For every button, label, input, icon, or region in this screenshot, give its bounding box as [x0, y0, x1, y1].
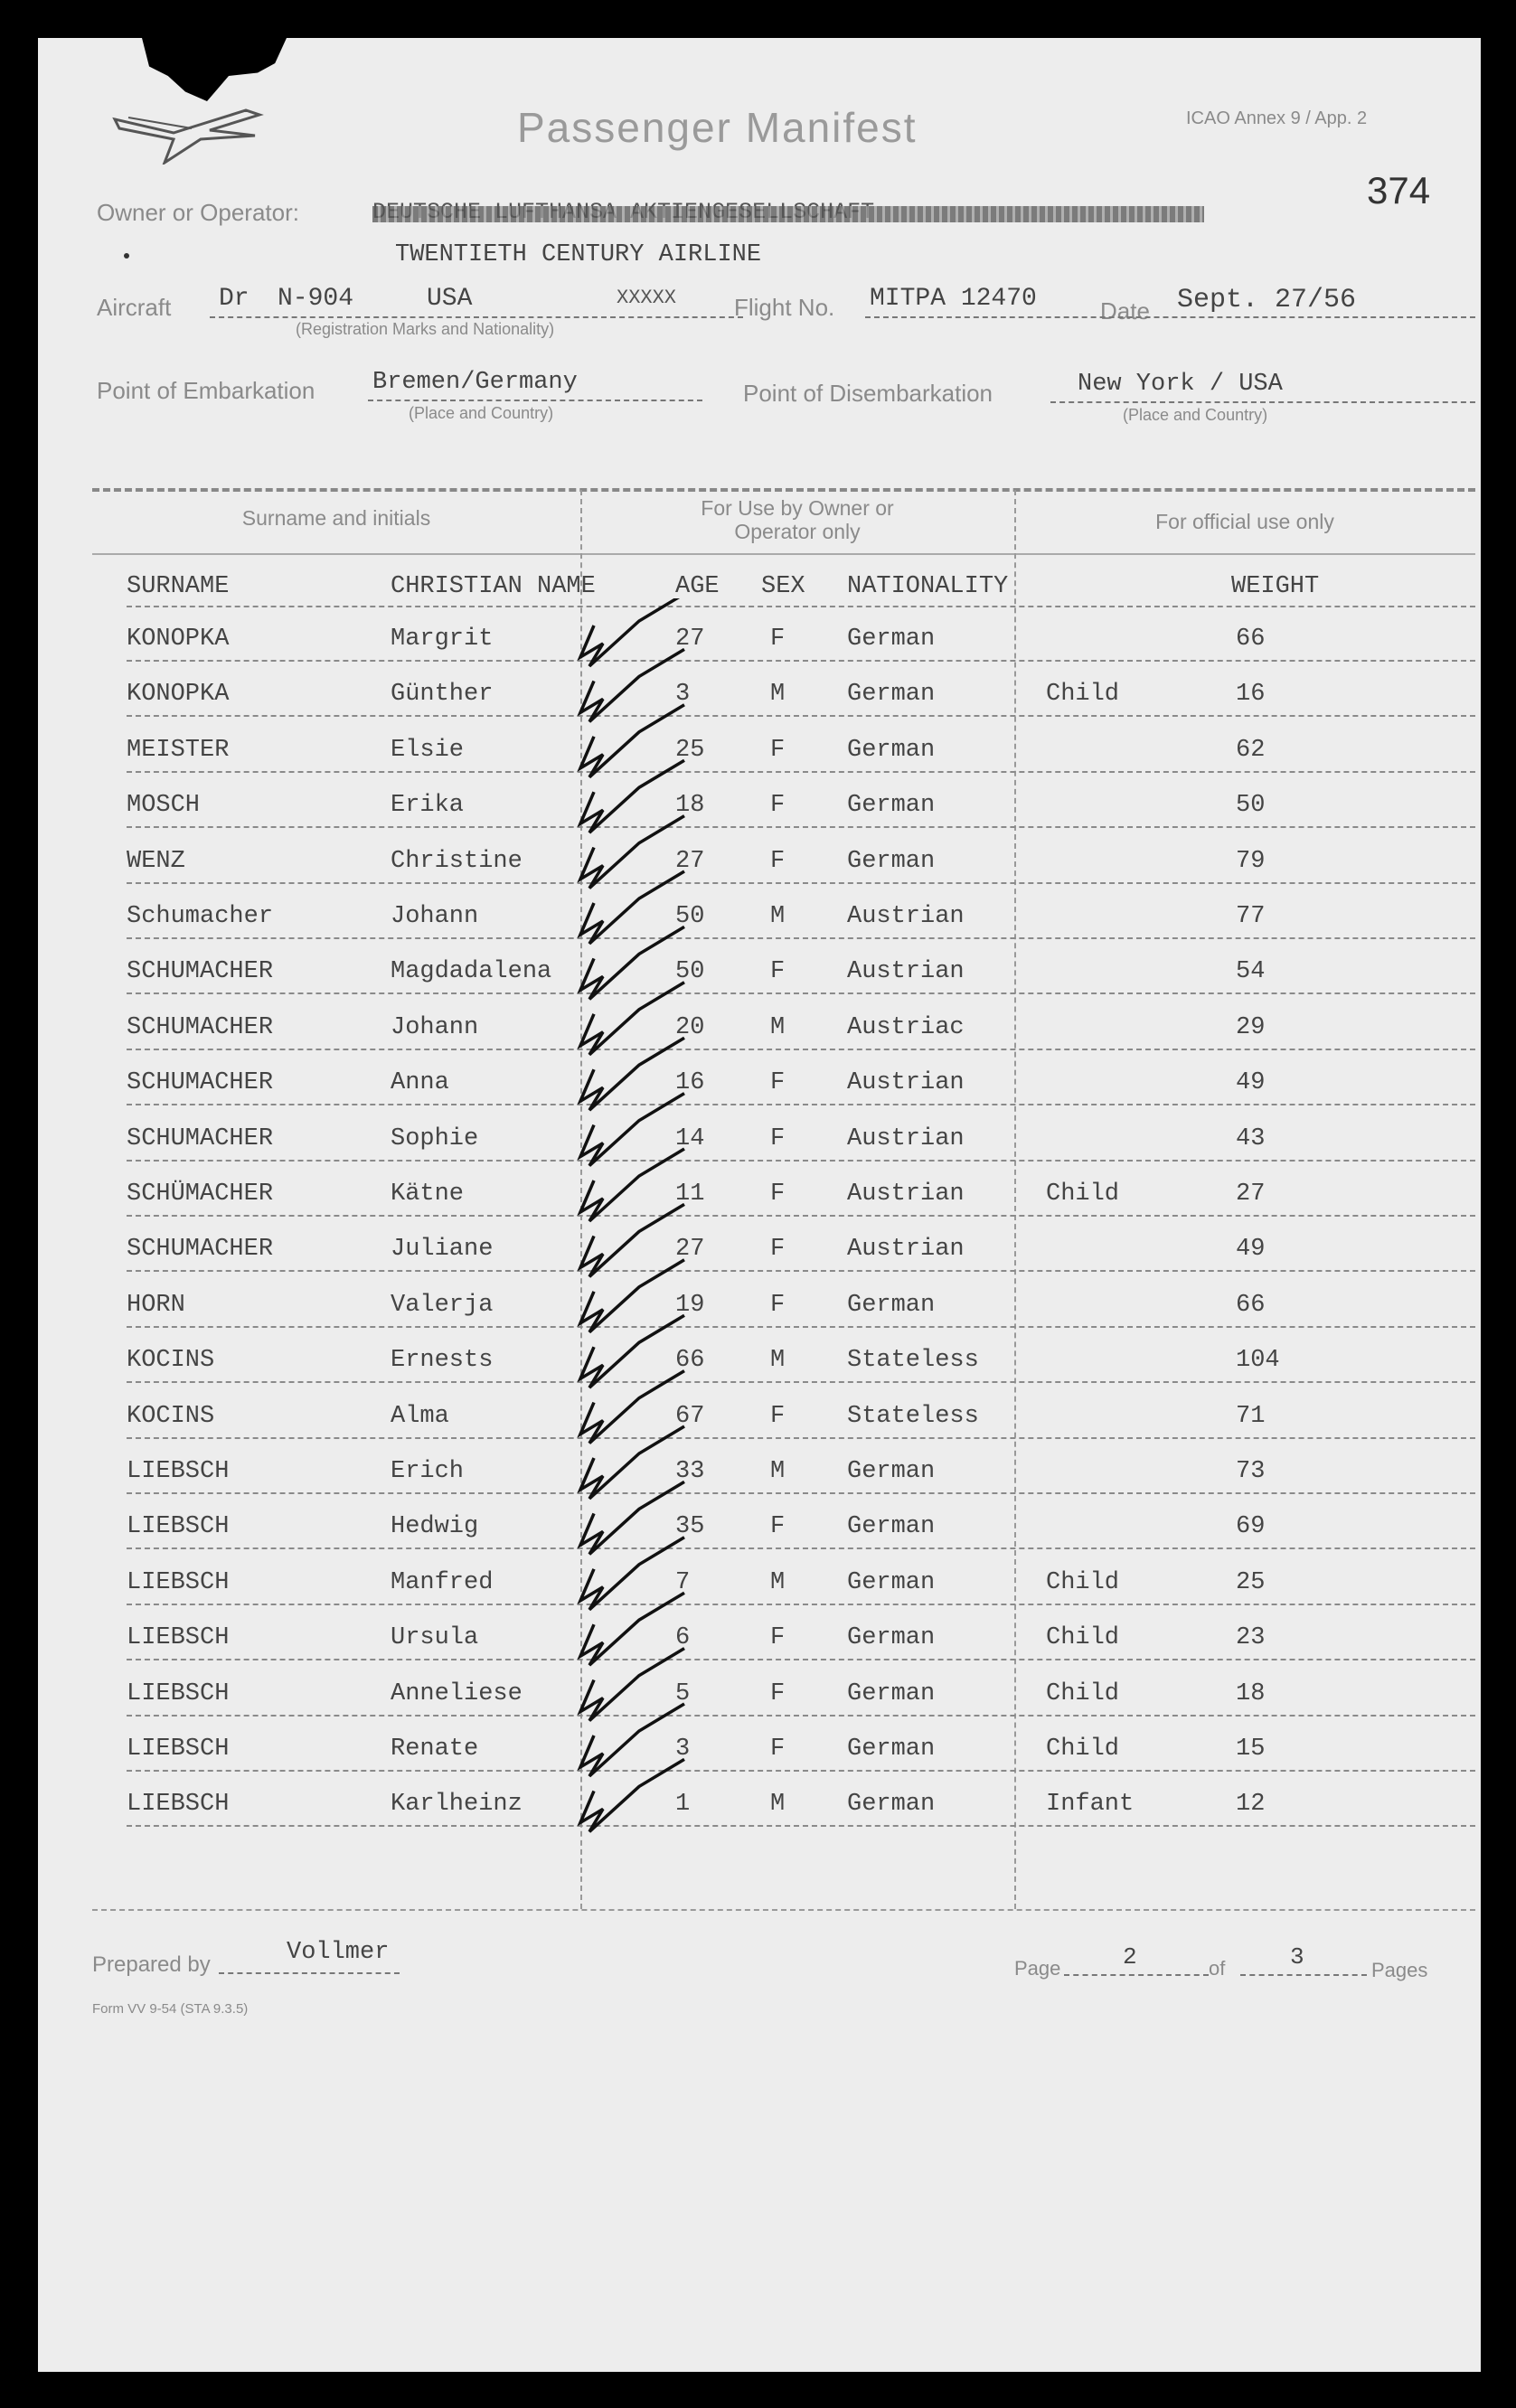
- row-name: Magdadalena: [391, 958, 552, 986]
- manifest-sheet: [38, 38, 1481, 2372]
- row-age: 20: [675, 1013, 705, 1041]
- row-weight: 71: [1236, 1402, 1266, 1430]
- row-name: Johann: [391, 903, 479, 930]
- row-nationality: German: [847, 1791, 936, 1819]
- row-surname: LIEBSCH: [127, 1679, 230, 1707]
- row-note: Child: [1046, 1679, 1120, 1707]
- row-weight: 54: [1236, 958, 1266, 986]
- handwritten-checkmarks: [567, 598, 711, 1909]
- row-weight: 29: [1236, 1013, 1266, 1041]
- row-age: 1: [675, 1791, 691, 1819]
- row-name: Margrit: [391, 626, 494, 653]
- row-age: 6: [675, 1624, 691, 1652]
- row-nationality: German: [847, 1458, 936, 1485]
- row-weight: 79: [1236, 847, 1266, 875]
- row-surname: KOCINS: [127, 1347, 215, 1375]
- embarkation-underline: [368, 400, 702, 401]
- row-underline: [127, 1381, 1475, 1383]
- row-sex: M: [770, 1013, 786, 1041]
- owner-strikeout: [372, 206, 1204, 222]
- row-note: Child: [1046, 1180, 1120, 1208]
- row-age: 19: [675, 1291, 705, 1319]
- row-sex: M: [770, 1791, 786, 1819]
- row-surname: LIEBSCH: [127, 1624, 230, 1652]
- row-nationality: German: [847, 1513, 936, 1541]
- date-label: Date: [1100, 297, 1150, 325]
- row-surname: SCHUMACHER: [127, 1069, 274, 1097]
- heading-age: AGE: [675, 573, 720, 600]
- row-nationality: Austrian: [847, 1069, 965, 1097]
- row-sex: F: [770, 1624, 786, 1652]
- aircraft-nationality: USA: [427, 285, 473, 313]
- heading-weight: WEIGHT: [1231, 573, 1320, 600]
- row-surname: LIEBSCH: [127, 1735, 230, 1763]
- heading-christian-name: CHRISTIAN NAME: [391, 573, 596, 600]
- row-name: Juliane: [391, 1236, 494, 1264]
- row-note: Infant: [1046, 1791, 1135, 1819]
- row-note: Child: [1046, 1735, 1120, 1763]
- row-surname: LIEBSCH: [127, 1458, 230, 1485]
- row-underline: [127, 1825, 1475, 1827]
- pages-label: Pages: [1371, 1959, 1428, 1981]
- row-sex: F: [770, 1291, 786, 1319]
- row-underline: [127, 1326, 1475, 1328]
- aircraft-registration: N-904: [278, 285, 354, 313]
- row-nationality: German: [847, 1624, 936, 1652]
- row-underline: [127, 660, 1475, 662]
- row-nationality: Stateless: [847, 1347, 979, 1375]
- owner-label: Owner or Operator:: [97, 199, 299, 226]
- row-name: Karlheinz: [391, 1791, 523, 1819]
- owner-column-header: For Use by Owner or Operator only: [701, 496, 894, 543]
- row-weight: 50: [1236, 792, 1266, 820]
- row-weight: 43: [1236, 1124, 1266, 1152]
- row-surname: MOSCH: [127, 792, 201, 820]
- row-surname: LIEBSCH: [127, 1791, 230, 1819]
- row-weight: 27: [1236, 1180, 1266, 1208]
- row-underline: [127, 1160, 1475, 1162]
- aircraft-label: Aircraft: [97, 294, 172, 321]
- row-nationality: Austrian: [847, 1236, 965, 1264]
- row-sex: F: [770, 1402, 786, 1430]
- total-pages: 3: [1290, 1943, 1304, 1971]
- crane-logo-icon: [110, 92, 264, 165]
- row-age: 50: [675, 903, 705, 930]
- row-sex: F: [770, 1735, 786, 1763]
- row-underline: [127, 1270, 1475, 1272]
- row-name: Ursula: [391, 1624, 479, 1652]
- row-nationality: German: [847, 792, 936, 820]
- row-nationality: Austrian: [847, 958, 965, 986]
- flight-number: MITPA 12470: [870, 285, 1037, 313]
- row-name: Christine: [391, 847, 523, 875]
- row-note: Child: [1046, 681, 1120, 709]
- aircraft-struck: XXXXX: [617, 287, 677, 309]
- row-nationality: Stateless: [847, 1402, 979, 1430]
- row-sex: F: [770, 1124, 786, 1152]
- row-weight: 69: [1236, 1513, 1266, 1541]
- row-nationality: Austrian: [847, 1180, 965, 1208]
- table-header-border: [92, 553, 1475, 555]
- row-weight: 12: [1236, 1791, 1266, 1819]
- row-surname: MEISTER: [127, 736, 230, 764]
- row-age: 66: [675, 1347, 705, 1375]
- row-sex: M: [770, 1568, 786, 1596]
- row-nationality: German: [847, 1679, 936, 1707]
- row-underline: [127, 882, 1475, 884]
- row-surname: KONOPKA: [127, 626, 230, 653]
- prepared-by-underline: [219, 1972, 400, 1974]
- registration-caption: (Registration Marks and Nationality): [296, 320, 555, 338]
- row-underline: [127, 715, 1475, 717]
- row-name: Alma: [391, 1402, 449, 1430]
- row-sex: F: [770, 958, 786, 986]
- row-underline: [127, 1049, 1475, 1050]
- row-weight: 49: [1236, 1069, 1266, 1097]
- row-sex: F: [770, 626, 786, 653]
- row-underline: [127, 826, 1475, 828]
- row-surname: SCHUMACHER: [127, 1236, 274, 1264]
- form-reference: Form VV 9-54 (STA 9.3.5): [92, 2001, 249, 2017]
- disembarkation-value: New York / USA: [1078, 371, 1283, 398]
- table-top-border: [92, 488, 1475, 492]
- row-weight: 23: [1236, 1624, 1266, 1652]
- official-column-header: For official use only: [1155, 510, 1334, 533]
- document-title: Passenger Manifest: [517, 104, 918, 151]
- row-nationality: German: [847, 736, 936, 764]
- of-label: of: [1209, 1957, 1226, 1980]
- row-nationality: German: [847, 847, 936, 875]
- embarkation-value: Bremen/Germany: [372, 369, 578, 396]
- row-age: 5: [675, 1679, 691, 1707]
- row-age: 50: [675, 958, 705, 986]
- row-surname: SCHUMACHER: [127, 1013, 274, 1041]
- row-surname: LIEBSCH: [127, 1568, 230, 1596]
- row-sex: F: [770, 792, 786, 820]
- row-underline: [127, 1715, 1475, 1717]
- row-note: Child: [1046, 1624, 1120, 1652]
- icao-reference: ICAO Annex 9 / App. 2: [1186, 108, 1368, 128]
- row-underline: [127, 1492, 1475, 1494]
- row-sex: F: [770, 1069, 786, 1097]
- row-name: Elsie: [391, 736, 465, 764]
- row-weight: 66: [1236, 626, 1266, 653]
- row-sex: F: [770, 1180, 786, 1208]
- row-sex: F: [770, 1679, 786, 1707]
- heading-sex: SEX: [761, 573, 805, 600]
- table-bottom-border: [92, 1909, 1475, 1911]
- row-age: 11: [675, 1180, 705, 1208]
- row-nationality: German: [847, 681, 936, 709]
- document-number: 374: [1367, 169, 1431, 212]
- row-nationality: German: [847, 1735, 936, 1763]
- row-underline: [127, 1547, 1475, 1549]
- row-underline: [127, 1770, 1475, 1772]
- row-nationality: Austriac: [847, 1013, 965, 1041]
- owner-value: TWENTIETH CENTURY AIRLINE: [395, 241, 762, 268]
- row-underline: [127, 992, 1475, 994]
- row-age: 16: [675, 1069, 705, 1097]
- row-name: Kätne: [391, 1180, 465, 1208]
- row-sex: F: [770, 736, 786, 764]
- row-surname: HORN: [127, 1291, 185, 1319]
- row-age: 3: [675, 681, 691, 709]
- total-underline: [1240, 1974, 1367, 1976]
- row-weight: 66: [1236, 1291, 1266, 1319]
- row-weight: 18: [1236, 1679, 1266, 1707]
- row-name: Sophie: [391, 1124, 479, 1152]
- row-age: 27: [675, 1236, 705, 1264]
- row-name: Anneliese: [391, 1679, 523, 1707]
- prepared-by-label: Prepared by: [92, 1952, 211, 1977]
- row-sex: M: [770, 1347, 786, 1375]
- disembarkation-label: Point of Disembarkation: [743, 380, 993, 407]
- row-weight: 16: [1236, 681, 1266, 709]
- row-name: Renate: [391, 1735, 479, 1763]
- flight-date: Sept. 27/56: [1177, 285, 1357, 315]
- row-weight: 104: [1236, 1347, 1280, 1375]
- row-sex: M: [770, 681, 786, 709]
- row-surname: SCHUMACHER: [127, 958, 274, 986]
- row-sex: M: [770, 903, 786, 930]
- flight-number-label: Flight No.: [734, 294, 835, 321]
- bullet-dot: [124, 253, 129, 259]
- page-label: Page: [1014, 1957, 1061, 1980]
- aircraft-prefix: Dr: [219, 285, 250, 313]
- heading-underline: [127, 606, 1475, 607]
- row-underline: [127, 1437, 1475, 1439]
- embarkation-label: Point of Embarkation: [97, 377, 315, 404]
- disembarkation-caption: (Place and Country): [1123, 406, 1268, 424]
- row-weight: 73: [1236, 1458, 1266, 1485]
- row-nationality: German: [847, 626, 936, 653]
- heading-surname: SURNAME: [127, 573, 230, 600]
- row-underline: [127, 771, 1475, 773]
- row-note: Child: [1046, 1568, 1120, 1596]
- row-weight: 15: [1236, 1735, 1266, 1763]
- row-age: 33: [675, 1458, 705, 1485]
- row-surname: WENZ: [127, 847, 185, 875]
- row-nationality: Austrian: [847, 1124, 965, 1152]
- row-nationality: German: [847, 1291, 936, 1319]
- row-underline: [127, 1659, 1475, 1660]
- column-divider-2: [1014, 490, 1016, 1909]
- page-number: 2: [1123, 1943, 1137, 1971]
- row-nationality: German: [847, 1568, 936, 1596]
- row-age: 27: [675, 626, 705, 653]
- row-age: 18: [675, 792, 705, 820]
- row-nationality: Austrian: [847, 903, 965, 930]
- row-age: 3: [675, 1735, 691, 1763]
- row-name: Hedwig: [391, 1513, 479, 1541]
- row-underline: [127, 1104, 1475, 1105]
- row-age: 25: [675, 736, 705, 764]
- row-underline: [127, 1215, 1475, 1217]
- row-age: 14: [675, 1124, 705, 1152]
- row-name: Erika: [391, 792, 465, 820]
- row-age: 67: [675, 1402, 705, 1430]
- flight-underline: [865, 316, 1475, 318]
- row-name: Valerja: [391, 1291, 494, 1319]
- row-surname: SCHÜMACHER: [127, 1180, 274, 1208]
- row-name: Johann: [391, 1013, 479, 1041]
- row-surname: KONOPKA: [127, 681, 230, 709]
- heading-nationality: NATIONALITY: [847, 573, 1009, 600]
- row-name: Anna: [391, 1069, 449, 1097]
- row-weight: 25: [1236, 1568, 1266, 1596]
- row-underline: [127, 937, 1475, 939]
- row-weight: 62: [1236, 736, 1266, 764]
- row-surname: KOCINS: [127, 1402, 215, 1430]
- row-surname: LIEBSCH: [127, 1513, 230, 1541]
- page-underline: [1064, 1974, 1209, 1976]
- surname-column-header: Surname and initials: [241, 506, 431, 530]
- row-surname: SCHUMACHER: [127, 1124, 274, 1152]
- aircraft-underline: [210, 316, 743, 318]
- row-weight: 49: [1236, 1236, 1266, 1264]
- embarkation-caption: (Place and Country): [409, 404, 554, 422]
- row-surname: Schumacher: [127, 903, 274, 930]
- row-name: Günther: [391, 681, 494, 709]
- row-age: 27: [675, 847, 705, 875]
- row-name: Ernests: [391, 1347, 494, 1375]
- row-age: 7: [675, 1568, 691, 1596]
- row-sex: F: [770, 1513, 786, 1541]
- row-sex: M: [770, 1458, 786, 1485]
- row-underline: [127, 1604, 1475, 1605]
- row-sex: F: [770, 847, 786, 875]
- row-age: 35: [675, 1513, 705, 1541]
- disembarkation-underline: [1050, 401, 1475, 403]
- prepared-by-value: Vollmer: [287, 1939, 390, 1966]
- row-weight: 77: [1236, 903, 1266, 930]
- row-sex: F: [770, 1236, 786, 1264]
- row-name: Manfred: [391, 1568, 494, 1596]
- row-name: Erich: [391, 1458, 465, 1485]
